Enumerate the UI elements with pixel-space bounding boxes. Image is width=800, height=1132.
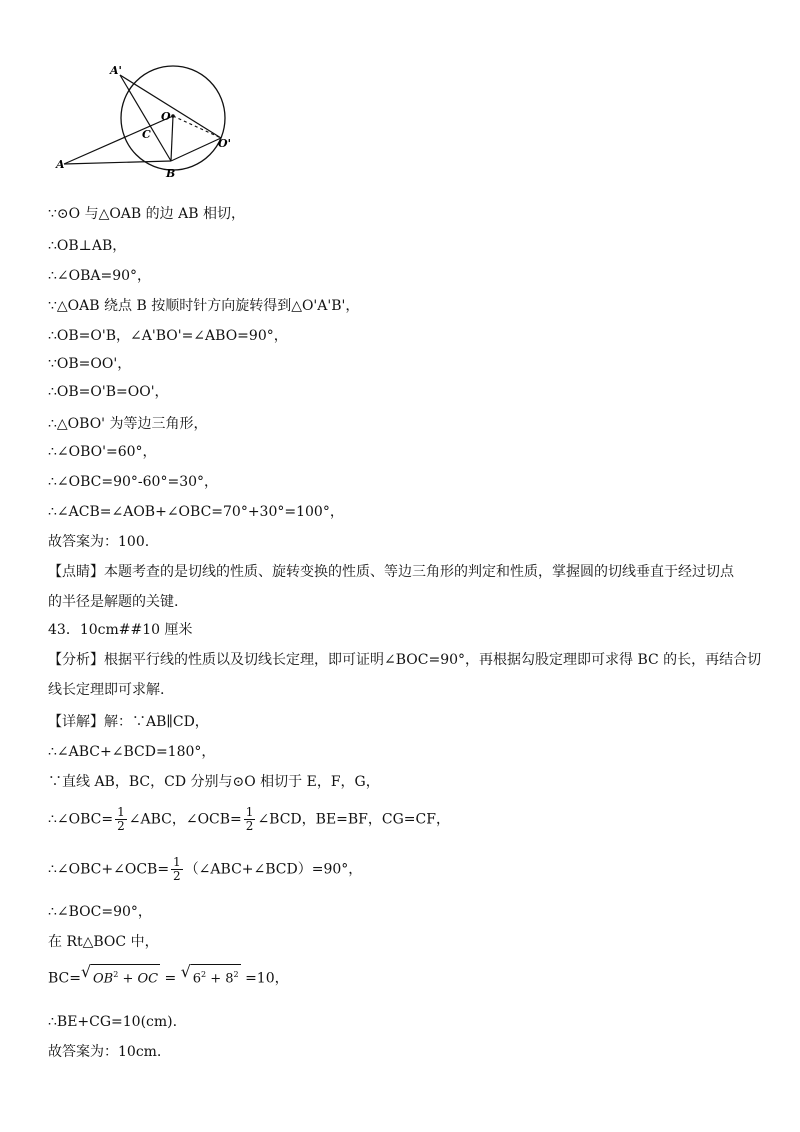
label-c: C	[142, 128, 151, 141]
text-line: ∴△OBO' 为等边三角形，	[48, 416, 208, 432]
text-line: 【详解】解：∵AB∥CD，	[48, 714, 209, 730]
segment-a-b	[64, 161, 171, 164]
text-line: ∵直线 AB，BC，CD 分别与⊙O 相切于 E，F，G，	[48, 774, 380, 790]
text-line: 【点睛】本题考查的是切线的性质、旋转变换的性质、等边三角形的判定和性质，掌握圆的切线垂直于经过切点	[48, 564, 734, 580]
fraction: $\frac{1}{2}$	[173, 855, 181, 883]
formula-part: =	[164, 970, 177, 987]
text-line: ∴OB=O'B，∠A'BO'=∠ABO=90°，	[48, 328, 288, 344]
formula-part: ∠BCD，BE=BF，CG=CF，	[257, 811, 450, 828]
formula-line	[48, 806, 450, 833]
text-line: 故答案为：10cm.	[48, 1044, 162, 1060]
label-b: B	[166, 167, 176, 180]
text-line: ∴OB⊥AB，	[48, 238, 127, 254]
fraction: $\frac{1}{2}$	[117, 805, 125, 833]
question-number: 43．10cm##10 厘米	[48, 622, 193, 638]
label-aprime: A'	[110, 64, 122, 77]
segment-a-o	[64, 116, 173, 164]
text-line: ∴∠OBC=90°-60°=30°，	[48, 474, 219, 490]
text-line: ∴OB=O'B=OO'，	[48, 384, 169, 400]
segment-aprime-oprime	[120, 75, 221, 138]
sqrt: √ $OB^2$ + OC	[81, 964, 160, 989]
text-line: ∵⊙O 与△OAB 的边 AB 相切，	[48, 206, 245, 222]
text-line: ∴∠OBA=90°，	[48, 268, 152, 284]
formula-part: ∴∠OBC=	[48, 811, 114, 828]
text-line: 故答案为：100.	[48, 534, 150, 550]
text-line: 在 Rt△BOC 中，	[48, 934, 159, 950]
text-line: ∵△OAB 绕点 B 按顺时针方向旋转得到△O'A'B'，	[48, 298, 360, 314]
label-o: O	[161, 110, 171, 123]
segment-b-oprime	[171, 138, 221, 161]
text-line: 的半径是解题的关键.	[48, 594, 179, 610]
text-line: 线长定理即可求解.	[48, 682, 165, 698]
text-line: ∴∠OBO'=60°，	[48, 444, 157, 460]
text-line: ∴BE+CG=10(cm).	[48, 1014, 178, 1030]
label-a: A	[56, 158, 65, 171]
text-line: ∴∠ACB=∠AOB+∠OBC=70°+30°=100°，	[48, 504, 344, 520]
text-line: 【分析】根据平行线的性质以及切线长定理，即可证明∠BOC=90°，再根据勾股定理即可求得 BC 的长，再结合切	[48, 652, 762, 668]
formula-part: =10，	[245, 970, 289, 987]
point-o	[171, 114, 175, 118]
segment-o-oprime	[173, 116, 221, 138]
formula-line	[48, 964, 289, 989]
formula-part: ∴∠OBC+∠OCB=	[48, 861, 170, 878]
formula-part: BC=	[48, 970, 81, 987]
formula-part: ∠ABC，∠OCB=	[128, 811, 242, 828]
text-line: ∴∠BOC=90°，	[48, 904, 152, 920]
label-oprime: O'	[218, 137, 231, 150]
formula-part: （∠ABC+∠BCD）=90°，	[184, 861, 363, 878]
fraction: $\frac{1}{2}$	[245, 805, 254, 833]
segment-b-o	[171, 116, 173, 161]
sqrt: √ $6^2 + 8^2$	[181, 964, 241, 989]
formula-line	[48, 856, 362, 883]
geometry-figure	[50, 58, 250, 188]
text-line: ∴∠ABC+∠BCD=180°，	[48, 744, 216, 760]
text-line: ∵OB=OO'，	[48, 356, 132, 372]
